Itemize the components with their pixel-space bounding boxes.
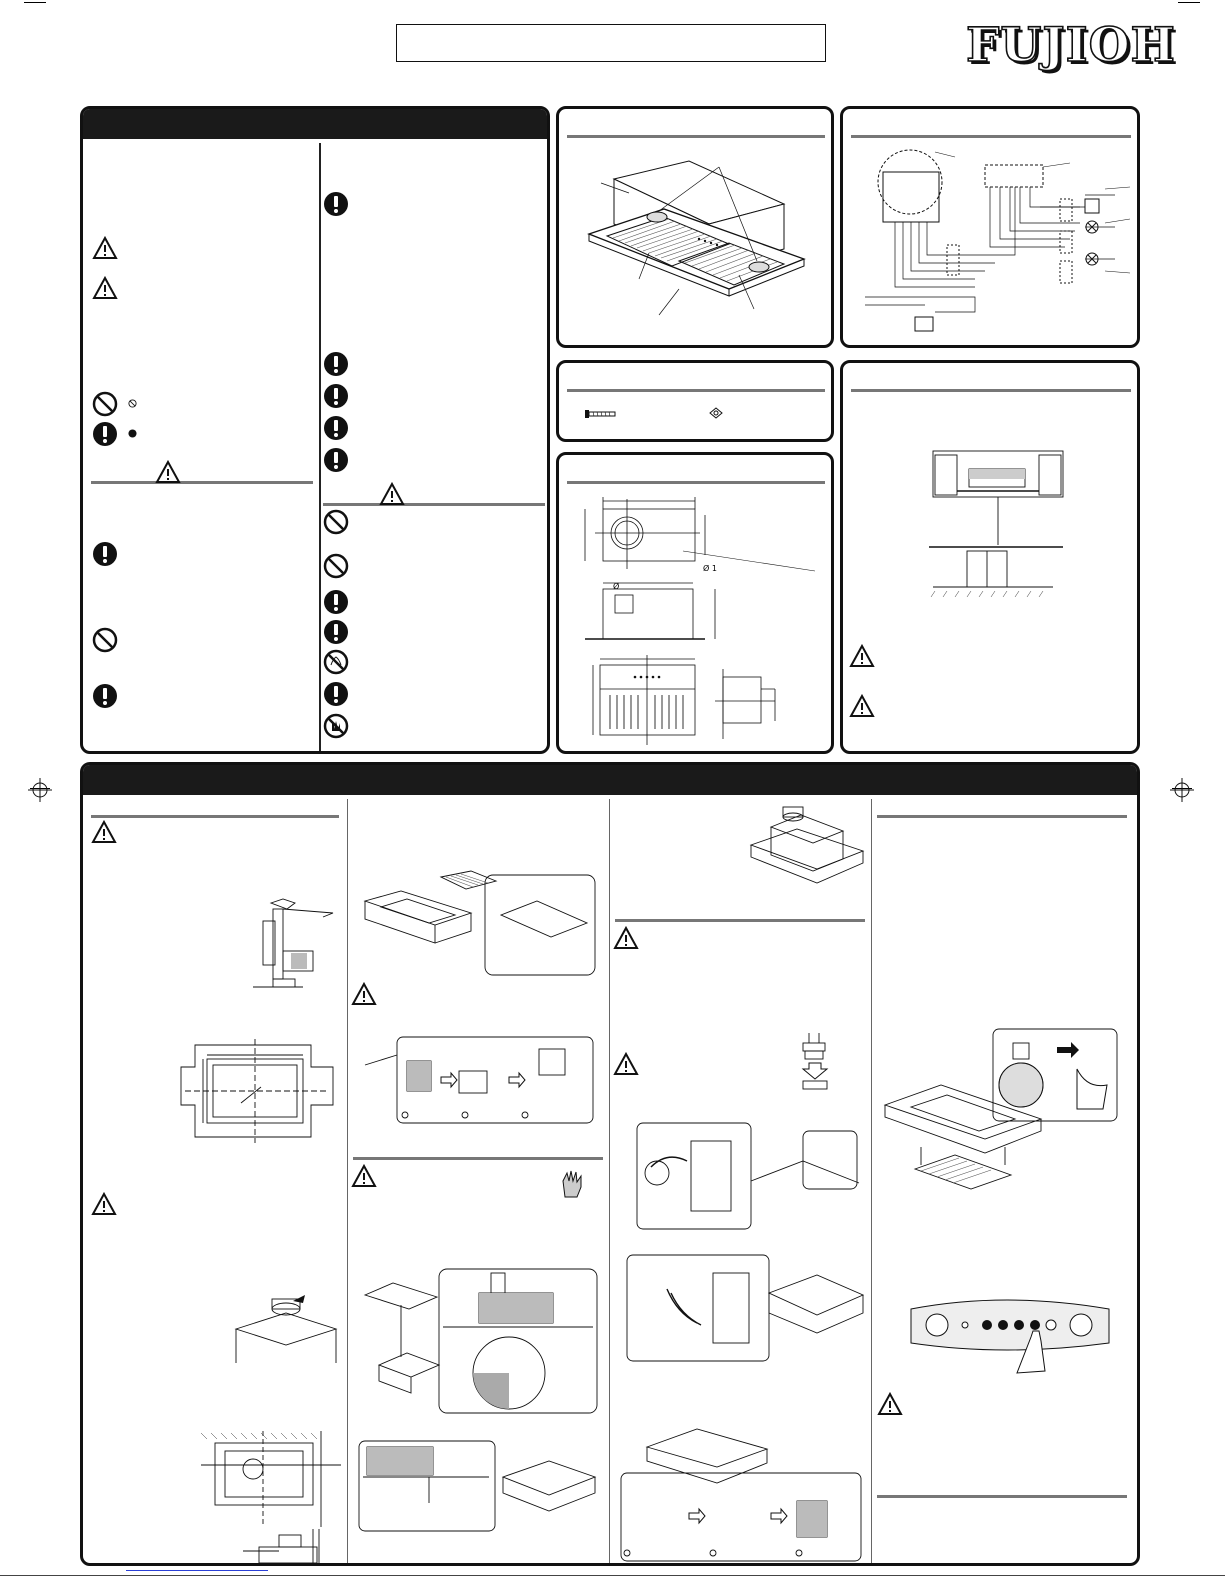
registration-mark-left [28, 778, 52, 802]
washer-icon [709, 407, 723, 419]
column-divider-2 [609, 799, 610, 1565]
warning-triangle-icon [92, 275, 118, 301]
mandatory-exclamation-icon [323, 589, 349, 615]
column-divider-3 [871, 799, 872, 1565]
accessories-panel [556, 360, 834, 442]
screw-fixing-drawing [359, 1437, 599, 1533]
warning-triangle-icon [155, 459, 181, 485]
mandatory-exclamation-icon [323, 415, 349, 441]
dimension-circle-label: Ø [613, 582, 620, 591]
warning-triangle-icon [613, 1051, 639, 1077]
installation-procedure-panel [80, 762, 1140, 1566]
step-rule-col4-top [877, 815, 1127, 818]
safety-panel-header-bar [83, 109, 547, 139]
warning-triangle-icon [849, 693, 875, 719]
wiring-diagram [855, 147, 1135, 337]
brand-logo: FUJIOH [966, 18, 1176, 73]
dimension-hole-label: Ø 1 [703, 564, 717, 573]
hood-mounting-side-drawing [243, 1529, 343, 1566]
prohibition-circle-icon [92, 627, 118, 653]
mandatory-exclamation-icon [323, 383, 349, 409]
duct-connection-drawing [231, 1293, 341, 1363]
crop-mark-top-left [24, 2, 46, 3]
accessories-title-rule [567, 389, 825, 392]
wire-connector-drawing [795, 1033, 835, 1097]
mandatory-exclamation-icon [323, 351, 349, 377]
safety-column-divider [319, 143, 321, 751]
mandatory-exclamation-icon [92, 421, 118, 447]
installation-height-drawing [923, 447, 1073, 607]
mandatory-exclamation-icon [323, 619, 349, 645]
mandatory-exclamation-icon [92, 541, 118, 567]
dimension-drawings [575, 489, 825, 753]
dimensions-title-rule [567, 481, 825, 484]
control-panel-drawing [905, 1295, 1115, 1375]
safety-section-rule-left [91, 481, 313, 484]
ceiling-opening-plan-drawing [181, 1037, 341, 1143]
parts-name-title-rule [567, 135, 825, 138]
step-rule-col4-bottom [877, 1495, 1127, 1498]
document-title-box [396, 24, 826, 62]
filter-knob-drawing [881, 1029, 1121, 1215]
footer-line [0, 1575, 1225, 1576]
warning-triangle-icon [91, 1191, 117, 1217]
parts-name-panel [556, 106, 834, 348]
warning-triangle-icon [91, 819, 117, 845]
prohibition-circle-icon [92, 391, 118, 417]
hood-in-ceiling-drawing [747, 801, 867, 897]
registration-mark-right [1170, 778, 1194, 802]
prohibition-circle-icon [323, 509, 349, 535]
no-disassemble-icon [323, 713, 349, 739]
remove-grille-drawing [361, 871, 601, 979]
mandatory-small-icon [128, 429, 137, 438]
warning-triangle-icon [849, 643, 875, 669]
wiring-diagram-panel [840, 106, 1140, 348]
mandatory-exclamation-icon [323, 681, 349, 707]
prohibition-small-icon [128, 399, 137, 408]
location-title-rule [851, 389, 1131, 392]
dimensions-panel [556, 452, 834, 754]
step-rule-col3 [615, 919, 865, 922]
wiring-title-rule [851, 135, 1131, 138]
warning-triangle-icon [877, 1391, 903, 1417]
footer-link-underline[interactable] [126, 1570, 268, 1571]
installation-panel-header-bar [83, 765, 1137, 795]
step-rule-col2 [353, 1157, 603, 1160]
screw-icon [585, 409, 617, 419]
power-cord-connection-drawing [627, 1121, 859, 1231]
installation-location-panel [840, 360, 1140, 754]
step-rule-col1 [91, 815, 339, 818]
crop-mark-top-right [1178, 2, 1200, 3]
hood-lifting-detail-drawing [359, 1265, 599, 1415]
duct-wall-section-drawing [243, 891, 323, 1001]
warning-triangle-icon [92, 235, 118, 261]
column-divider-1 [347, 799, 348, 1565]
cord-routing-drawing [627, 1253, 863, 1363]
glove-hand-icon [557, 1167, 593, 1203]
remove-junction-box-steps-drawing [361, 1035, 595, 1127]
no-water-icon [323, 649, 349, 675]
mandatory-exclamation-icon [323, 447, 349, 473]
ceiling-cutout-drawing [201, 1431, 341, 1527]
mandatory-exclamation-icon [323, 191, 349, 217]
mandatory-exclamation-icon [92, 683, 118, 709]
prohibition-circle-icon [323, 553, 349, 579]
safety-panel [80, 106, 550, 754]
warning-triangle-icon [351, 981, 377, 1007]
warning-triangle-icon [351, 1163, 377, 1189]
warning-triangle-icon [613, 925, 639, 951]
safety-section-rule-right [323, 503, 545, 506]
range-hood-parts-drawing [579, 149, 819, 339]
terminal-cover-steps-drawing [617, 1417, 865, 1563]
warning-triangle-icon [379, 481, 405, 507]
